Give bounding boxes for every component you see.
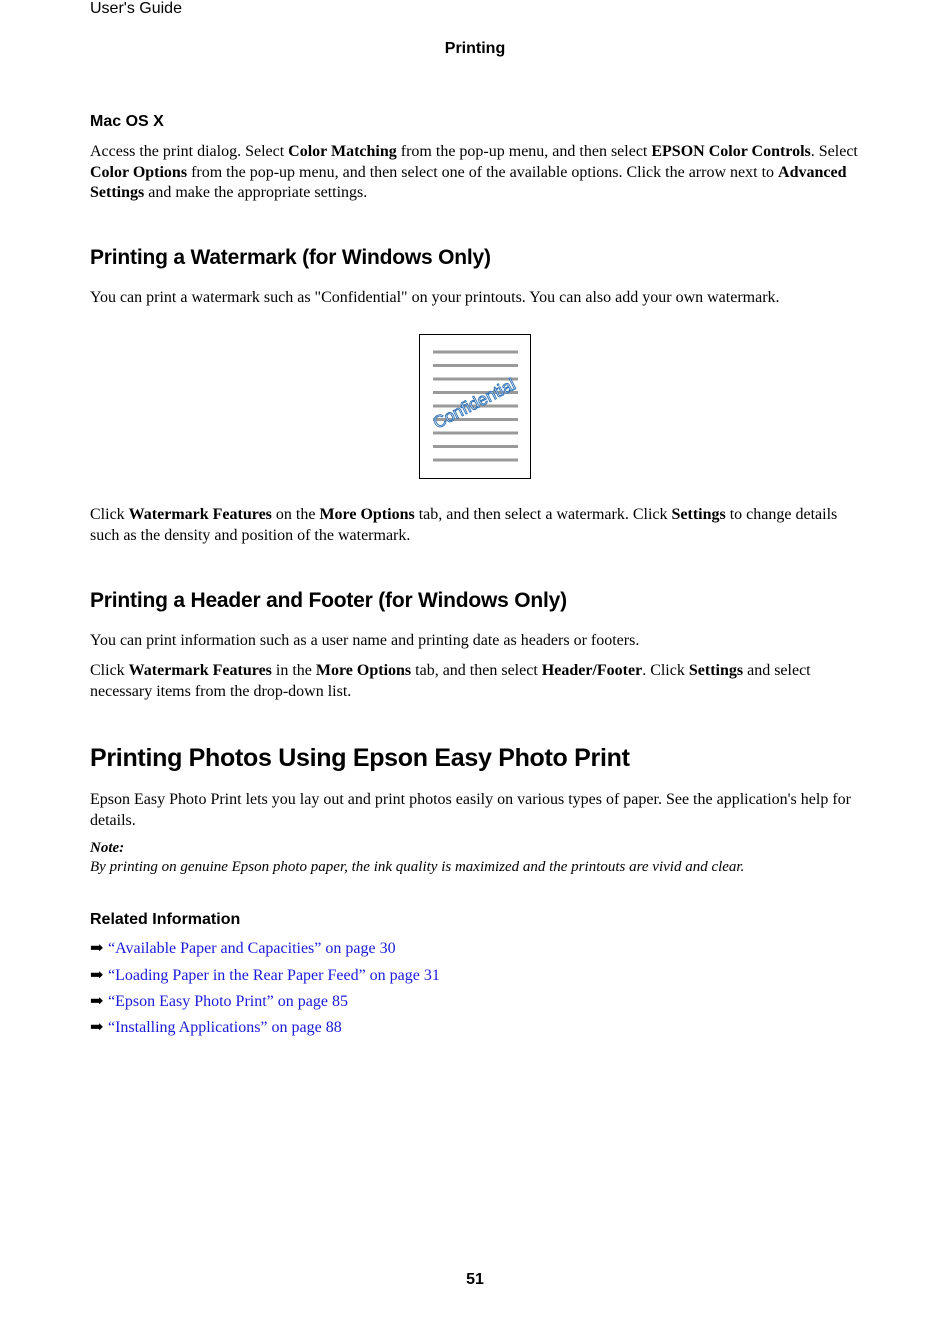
watermark-illustration-svg: [420, 335, 530, 478]
bold-term: Header/Footer: [541, 662, 643, 679]
related-link-item[interactable]: [90, 991, 348, 1011]
bold-term: Watermark Features: [128, 662, 272, 679]
bold-term: Color Matching: [288, 143, 397, 160]
bold-term: More Options: [319, 506, 415, 523]
related-link-easy-photo-print[interactable]: “Epson Easy Photo Print” on page 85: [108, 993, 348, 1010]
mac-os-x-paragraph: Access the print dialog. Select Color Matching from the pop-up menu, and then select EPSON Color Controls. Select Color Options from the pop-up menu, and then select one of the available options. Click the arrow next to Advanced Settings and make the appropriate settings.: [90, 143, 858, 201]
arrow-right-icon: ➡: [90, 967, 104, 984]
bold-term: Advanced Settings: [90, 163, 847, 201]
arrow-right-icon: ➡: [90, 993, 104, 1010]
watermark-intro: You can print a watermark such as "Confidential" on your printouts. You can also add your own watermark.: [90, 289, 780, 306]
watermark-instructions: Click Watermark Features on the More Options tab, and then select a watermark. Click Settings to change details such as the density and position of the watermark.: [90, 506, 838, 544]
related-link-item[interactable]: [90, 938, 396, 958]
page-number: 51: [466, 1271, 484, 1288]
watermark-illustration: [419, 334, 531, 479]
note-text: By printing on genuine Epson photo paper, the ink quality is maximized and the printouts are vivid and clear.: [90, 859, 745, 875]
related-link-loading-paper[interactable]: “Loading Paper in the Rear Paper Feed” on page 31: [108, 967, 440, 984]
mac-os-x-heading: Mac OS X: [90, 113, 164, 130]
bold-term: EPSON Color Controls: [651, 143, 811, 160]
bold-term: Settings: [671, 506, 726, 523]
header-footer-instructions: Click Watermark Features in the More Options tab, and then select Header/Footer. Click Settings and select necessary items from the drop-down list.: [90, 662, 811, 700]
watermark-heading: Printing a Watermark (for Windows Only): [90, 246, 491, 269]
related-link-item[interactable]: [90, 965, 440, 985]
bold-term: Settings: [688, 662, 744, 679]
confidential-watermark-text: Confidential: [430, 374, 519, 433]
easy-photo-print-heading: Printing Photos Using Epson Easy Photo Print: [90, 744, 630, 772]
arrow-right-icon: ➡: [90, 940, 104, 957]
related-link-item[interactable]: [90, 1017, 342, 1037]
arrow-right-icon: ➡: [90, 1019, 104, 1036]
easy-photo-print-paragraph: Epson Easy Photo Print lets you lay out and print photos easily on various types of paper. See the application's help for details.: [90, 791, 851, 829]
bold-term: Color Options: [90, 163, 188, 181]
related-information-heading: Related Information: [90, 911, 241, 928]
note-label: Note:: [90, 840, 125, 856]
running-header-guide-title: User's Guide: [90, 0, 182, 17]
related-link-installing-applications[interactable]: “Installing Applications” on page 88: [108, 1019, 342, 1036]
header-footer-heading: Printing a Header and Footer (for Windows Only): [90, 589, 567, 612]
running-header-section-title: Printing: [444, 40, 506, 57]
header-footer-intro: You can print information such as a user name and printing date as headers or footers.: [90, 632, 640, 649]
bold-term: Watermark Features: [128, 506, 272, 523]
related-link-available-paper[interactable]: “Available Paper and Capacities” on page 30: [108, 940, 396, 957]
bold-term: More Options: [315, 662, 412, 679]
